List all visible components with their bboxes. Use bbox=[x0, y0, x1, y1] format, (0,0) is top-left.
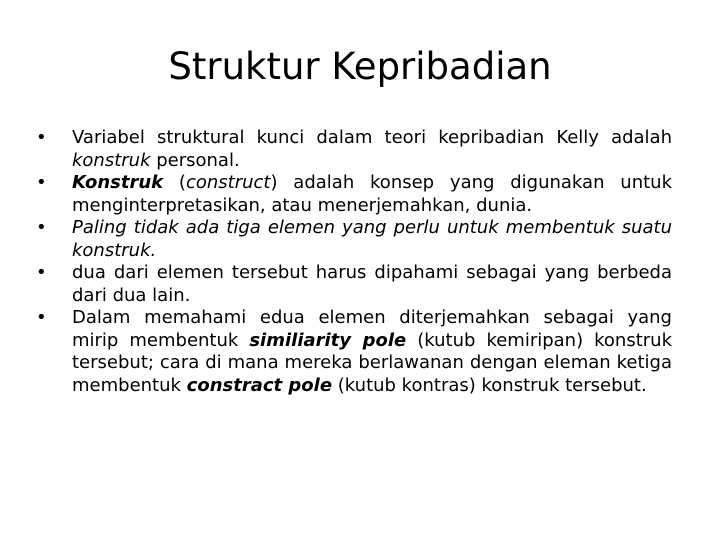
bullet-text: (kutub kontras) konstruk tersebut. bbox=[332, 374, 647, 396]
bullet-item-1 bbox=[36, 127, 672, 172]
bullet-item-5 bbox=[36, 307, 672, 397]
emphasis-text: Paling tidak ada tiga elemen yang perlu untuk membentuk suatu konstruk. bbox=[72, 217, 672, 261]
bullet-list bbox=[36, 127, 672, 397]
bullet-text: ) adalah konsep yang digunakan untuk menginterpretasikan, atau menerjemahkan, dunia. bbox=[72, 172, 672, 216]
bullet-dot-icon: • bbox=[36, 262, 47, 283]
bullet-dot-icon: • bbox=[36, 172, 47, 193]
bullet-text: personal. bbox=[150, 149, 240, 171]
bullet-text: Dalam memahami edua elemen diterjemahkan sebagai yang mirip membentuk bbox=[72, 307, 672, 351]
key-term: Konstruk bbox=[72, 172, 164, 193]
key-term: constract pole bbox=[186, 374, 333, 396]
bullet-text: Variabel struktural kunci dalam teori kepribadian Kelly adalah bbox=[72, 127, 672, 148]
bullet-item-3 bbox=[36, 217, 672, 262]
slide-title: Struktur Kepribadian bbox=[168, 45, 552, 88]
bullet-text: (kutub kemiripan) konstruk tersebut; cara di mana mereka berlawanan dengan eleman ketiga membentuk bbox=[72, 329, 673, 396]
bullet-item-4 bbox=[36, 262, 672, 307]
bullet-text: ( bbox=[163, 172, 186, 193]
bullet-dot-icon: • bbox=[36, 307, 47, 328]
bullet-dot-icon: • bbox=[36, 217, 47, 238]
bullet-text: dua dari elemen tersebut harus dipahami sebagai yang berbeda dari dua lain. bbox=[72, 262, 672, 306]
bullet-dot-icon: • bbox=[36, 127, 47, 148]
emphasis-text: construct bbox=[185, 172, 271, 193]
bullet-item-2 bbox=[36, 172, 672, 217]
key-term: similiarity pole bbox=[249, 329, 407, 351]
emphasis-text: konstruk bbox=[72, 149, 151, 171]
